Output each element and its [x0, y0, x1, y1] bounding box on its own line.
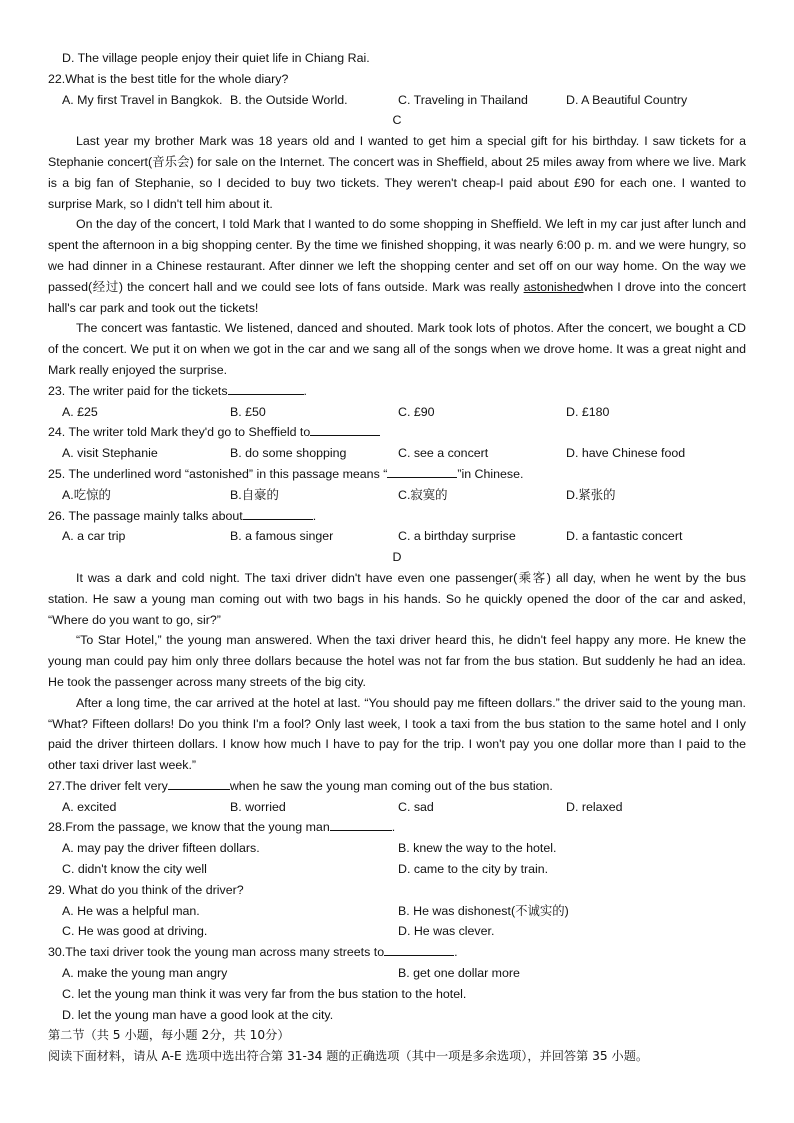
passage-c-letter: C — [392, 113, 402, 128]
passage-d-paragraph-3: After a long time, the car arrived at the hotel at last. “You should pay me fifteen dollars.” the driver said to the young man. “What? Fifteen dollars! Do you think I'm a fool? Only last week, I took a taxi from the bus station to the same hotel and I only paid the driver thirteen dollars. I know how much I have to pay for the trip. I won't pay you one dollar more than I paid to the other taxi driver last week.” — [48, 695, 746, 773]
q24-option-d: D. have Chinese food — [566, 446, 686, 461]
q26-option-a: A. a car trip — [62, 529, 126, 544]
q22-option-d: D. A Beautiful Country — [566, 92, 688, 107]
q23-option-b: B. £50 — [230, 404, 266, 419]
q23-option-d: D. £180 — [566, 404, 610, 419]
q27-stem — [48, 776, 746, 797]
q30-answer-blank — [384, 942, 454, 956]
q30-option-c: C. let the young man think it was very far from the bus station to the hotel. — [62, 986, 467, 1001]
q29-option-a: A. He was a helpful man. — [62, 903, 200, 918]
q22-stem: 22.What is the best title for the whole diary? — [48, 71, 289, 86]
q26-answer-blank — [243, 506, 313, 520]
q28-options-row-1 — [48, 838, 746, 859]
q24-stem — [48, 422, 746, 443]
passage-c-p2-text-before: On the day of the concert, I told Mark that I wanted to do some shopping in Sheffield. We left in my car just after lunch and spent the afternoon in a big shopping center. By the time we finished shopping, it was nearly 6:00 p. m. and we were hungry, so we had dinner in a Chinese restaurant. After dinner we left the shopping center and set off on our way home. On the way we passed(经过) the concert hall and we could see lots of fans outside. Mark was really — [48, 217, 746, 294]
q24-option-b: B. do some shopping — [230, 446, 347, 461]
q27-option-b: B. worried — [230, 799, 286, 814]
q28-stem-text: 28.From the passage, we know that the young man — [48, 820, 330, 835]
q30-stem-end: . — [454, 945, 458, 960]
q25-options — [48, 485, 746, 506]
q28-option-c: C. didn't know the city well — [62, 862, 207, 877]
q28-option-a: A. may pay the driver fifteen dollars. — [62, 841, 260, 856]
q23-stem — [48, 381, 746, 402]
q24-options — [48, 443, 746, 464]
section-2-heading: 第二节（共 5 小题，每小题 2分，共 10分） — [48, 1028, 290, 1043]
passage-d-paragraph-1: It was a dark and cold night. The taxi driver didn't have even one passenger(乘客) all day, when he went by the bus station. He saw a young man coming out with two bags in his hands. So he quickly opened the door of the car and asked, “Where do you want to go, sir?” — [48, 570, 746, 627]
q28-stem-end: . — [391, 820, 396, 835]
q22-option-a: A. My first Travel in Bangkok. — [62, 92, 223, 107]
q23-options — [48, 402, 746, 423]
section-2-instruction: 阅读下面材料，请从 A-E 选项中选出符合第 31-34 题的正确选项（其中一项是多余选项），并回答第 35 小题。 — [48, 1049, 649, 1064]
q29-option-d: D. He was clever. — [398, 924, 495, 939]
q29-options-row-2 — [48, 921, 746, 942]
q23-option-a: A. £25 — [62, 404, 98, 419]
passage-c-paragraph-3: The concert was fantastic. We listened, danced and shouted. Mark took lots of photos. After the concert, we bought a CD of the concert. We put it on when we got in the car and we sang all of the songs when we drove home. It was a great night and Mark really enjoyed the surprise. — [48, 321, 746, 377]
exam-page — [48, 48, 746, 1067]
q25-stem-end: ”in Chinese. — [457, 466, 524, 481]
q25-option-c: C.寂寞的 — [398, 487, 448, 502]
q29-stem: 29. What do you think of the driver? — [48, 882, 244, 897]
q30-options-row-3 — [48, 1005, 746, 1026]
q25-option-b: B.自豪的 — [230, 487, 279, 502]
underlined-word-astonished: astonished — [523, 279, 584, 294]
q27-options — [48, 797, 746, 818]
q27-option-a: A. excited — [62, 799, 117, 814]
q28-option-d: D. came to the city by train. — [398, 862, 549, 877]
q27-option-d: D. relaxed — [566, 799, 623, 814]
q25-stem-text: 25. The underlined word “astonished” in this passage means “ — [48, 466, 388, 481]
passage-d-paragraph-2: “To Star Hotel,” the young man answered. When the taxi driver heard this, he didn't feel happy any more. He knew the young man could pay him only three dollars because the hotel was not far from the bus station. But suddenly he had an idea. He took the passenger across many streets of the big city. — [48, 633, 746, 689]
q30-stem — [48, 942, 746, 963]
q27-stem-end: when he saw the young man coming out of the bus station. — [229, 778, 553, 793]
q25-stem — [48, 464, 746, 485]
q30-options-row-1 — [48, 963, 746, 984]
q24-option-a: A. visit Stephanie — [62, 446, 158, 461]
q26-option-b: B. a famous singer — [230, 529, 334, 544]
q24-option-c: C. see a concert — [398, 446, 489, 461]
q26-stem-text: 26. The passage mainly talks about — [48, 508, 243, 523]
q29-option-b: B. He was dishonest(不诚实的) — [398, 903, 569, 918]
passage-c-p2-text-after: when I drove into the concert hall's car park and took out the tickets! — [48, 279, 746, 315]
q21-option-d: D. The village people enjoy their quiet life in Chiang Rai. — [62, 51, 370, 65]
q22-options — [48, 90, 746, 111]
passage-d-letter: D — [392, 550, 402, 565]
q25-option-a: A.吃惊的 — [62, 487, 111, 502]
passage-c-paragraph-1: Last year my brother Mark was 18 years old and I wanted to get him a special gift for his birthday. I saw tickets for a Stephanie concert(音乐会) for sale on the Internet. The concert was in Sheffield, about 25 miles away from where we live. Mark is a big fan of Stephanie, so I decided to buy two tickets. They weren't cheap-I paid about £90 for each one. I wanted to surprise Mark, so I didn't tell him about it. — [48, 134, 746, 211]
q30-option-a: A. make the young man angry — [62, 966, 228, 981]
q26-stem-end: . — [312, 508, 317, 523]
q24-answer-blank — [310, 422, 380, 436]
q26-options — [48, 526, 746, 547]
q24-stem-text: 24. The writer told Mark they'd go to Sheffield to — [48, 425, 311, 440]
q23-stem-text: 23. The writer paid for the tickets — [48, 383, 228, 398]
q25-option-d: D.紧张的 — [566, 487, 616, 502]
q22-option-b: B. the Outside World. — [230, 92, 348, 107]
q23-stem-end: . — [303, 383, 307, 398]
q26-option-d: D. a fantastic concert — [566, 529, 683, 544]
q26-option-c: C. a birthday surprise — [398, 529, 516, 544]
q25-answer-blank — [387, 464, 457, 478]
q22-option-c: C. Traveling in Thailand — [398, 92, 528, 107]
q29-option-c: C. He was good at driving. — [62, 924, 208, 939]
q30-stem-text: 30.The taxi driver took the young man across many streets to — [48, 945, 385, 960]
q27-option-c: C. sad — [398, 799, 434, 814]
q28-option-b: B. knew the way to the hotel. — [398, 841, 557, 856]
passage-c-paragraph-2 — [48, 214, 746, 318]
q28-stem — [48, 817, 746, 838]
q29-options-row-1 — [48, 901, 746, 922]
q28-answer-blank — [330, 817, 392, 831]
q27-answer-blank — [168, 776, 230, 790]
q30-option-b: B. get one dollar more — [398, 966, 520, 981]
q23-answer-blank — [228, 381, 304, 395]
q23-option-c: C. £90 — [398, 404, 435, 419]
q27-stem-text: 27.The driver felt very — [48, 778, 168, 793]
q26-stem — [48, 506, 746, 527]
q30-options-row-2 — [48, 984, 746, 1005]
q28-options-row-2 — [48, 859, 746, 880]
q30-option-d: D. let the young man have a good look at the city. — [62, 1007, 334, 1022]
